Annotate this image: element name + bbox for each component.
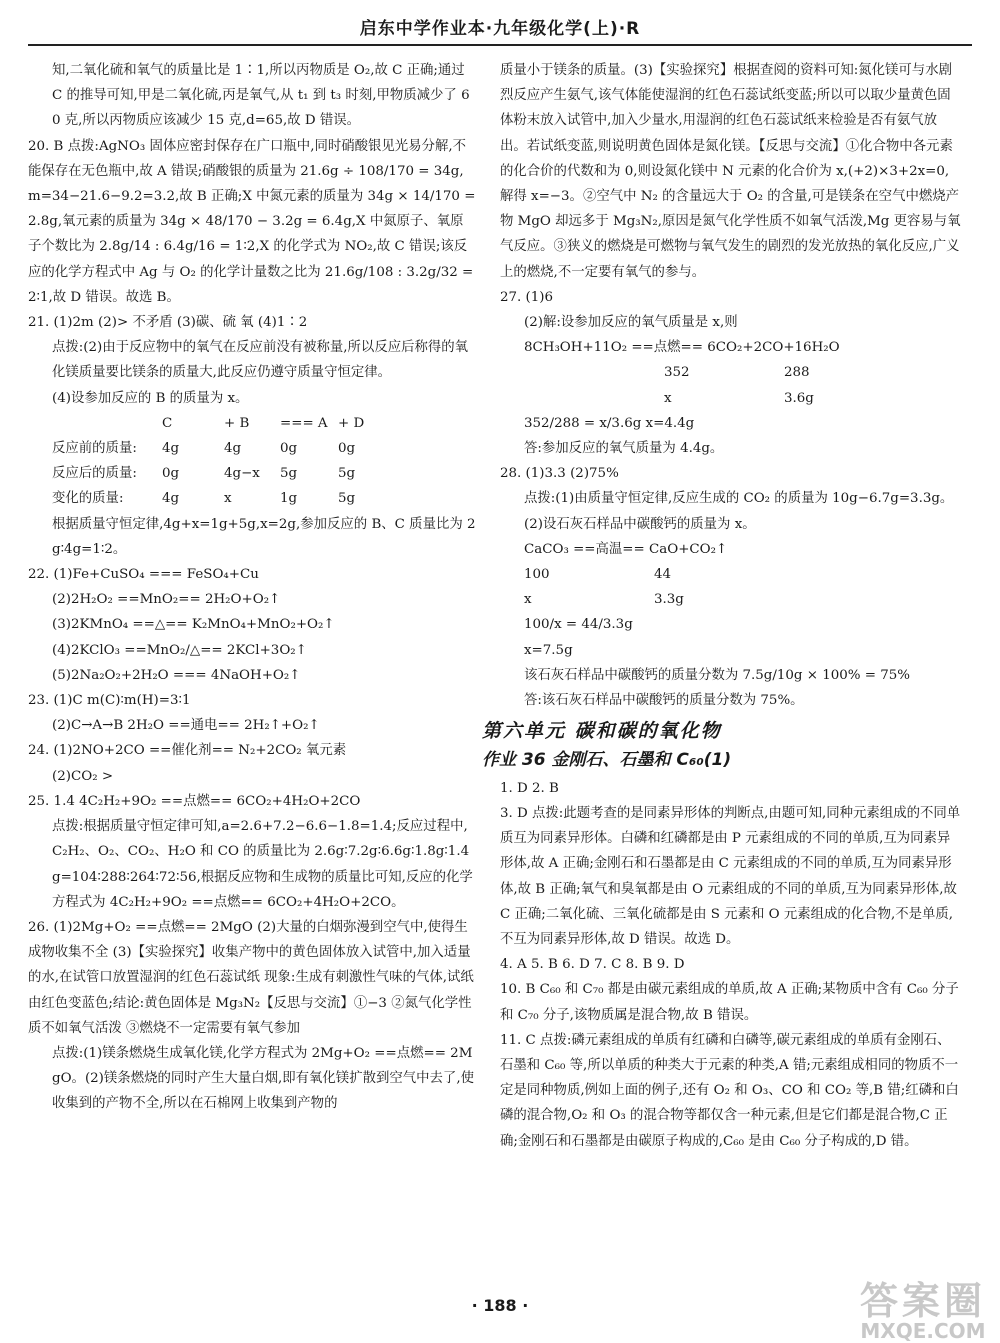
answer-26-continuation: 质量小于镁条的质量。(3)【实验探究】根据查阅的资料可知:氮化镁可与水剧烈反应产生氨气,该气体能使湿润的红色石蕊试纸变蓝;所以可以取少量黄色固体粉末放入试管中,加入少量水,用湿润的红色石蕊试纸来检验是否有氨气放出。若试纸变蓝,则说明黄色固体是氮化镁。【反思与交流】①化合物中各元素的化合价的代数和为 0,则设氮化镁中 N 元素的化合价为 x,(+2)×3+2x=0,解得 x=−3。②空气中 N₂ 的含量远大于 O₂ 的含量,可是镁条在空气中燃烧产物 MgO 却远多于 Mg₃N₂,原因是氮气化学性质不如氧气活泼,Mg 更容易与氧气反应。③狭义的燃烧是可燃物与氧气发生的剧烈的发光放热的氧化反应,广义上的燃烧,不一定要有氧气的参与。 bbox=[500, 63, 961, 280]
eq-cell: x bbox=[524, 592, 532, 608]
answer-28-setup: (2)设石灰石样品中碳酸钙的质量为 x。 bbox=[524, 516, 756, 532]
answer-23-1: 23. (1)C m(C)∶m(H)=3∶1 bbox=[28, 693, 191, 709]
mass-table bbox=[52, 411, 476, 512]
answer-27-values bbox=[524, 360, 962, 410]
answer-28-fraction: 该石灰石样品中碳酸钙的质量分数为 7.5g/10g × 100% = 75% bbox=[524, 667, 911, 683]
unit-title: 第六单元 碳和碳的氧化物 bbox=[482, 720, 722, 743]
answer-10: 10. B C₆₀ 和 C₇₀ 都是由碳元素组成的单质,故 A 正确;某物质中含有 C₆₀ 分子和 C₇₀ 分子,该物质属是混合物,故 B 错误。 bbox=[500, 982, 959, 1023]
eq-cell: 288 bbox=[784, 365, 810, 381]
table-cell: 4g bbox=[224, 441, 242, 457]
table-cell: 5g bbox=[338, 491, 356, 507]
eq-cell: 44 bbox=[654, 567, 672, 583]
answer-28-equation: CaCO₃ ==高温== CaO+CO₂↑ bbox=[524, 541, 728, 557]
answer-28-x: x=7.5g bbox=[524, 642, 573, 658]
page-number: · 188 · bbox=[471, 1296, 529, 1315]
table-cell: 4g bbox=[162, 441, 180, 457]
table-cell: 变化的质量: bbox=[52, 491, 124, 507]
table-head-cell bbox=[52, 411, 162, 436]
header-rule bbox=[28, 44, 972, 46]
page-header-title: 启东中学作业本·九年级化学(上)·R bbox=[359, 19, 641, 39]
table-cell: 0g bbox=[338, 441, 356, 457]
watermark-url: MXQE.COM bbox=[860, 1319, 986, 1343]
answer-25-hint: 点拨:根据质量守恒定律可知,a=2.6+7.2−6.6−1.8=1.4;反应过程中,C₂H₂、O₂、CO₂、H₂O 和 CO 的质量比为 2.6g∶7.2g∶6.6g∶1.8g∶1.4g=104∶288∶264∶72∶56,根据反应物和生成物的质量比可知,反应的化学方程式为 4C₂H₂+9O₂ ==点燃== 6CO₂+4H₂O+2CO。 bbox=[52, 819, 473, 910]
eq-cell: 100 bbox=[524, 567, 550, 583]
answer-11: 11. C 点拨:磷元素组成的单质有红磷和白磷等,碳元素组成的单质有金刚石、石墨和 C₆₀ 等,所以单质的种类大于元素的种类,A 错;元素组成相同的物质不一定是同种物质,例如上面的例子,还有 O₂ 和 O₃、CO 和 CO₂ 等,B 错;红磷和白磷的混合物,O₂ 和 O₃ 的混合物等都仅含一种元素,但是它们都是混合物,C 正确;金刚石和石墨都是由碳原子构成的,C₆₀ 是由 C₆₀ 分子构成的,D 错。 bbox=[500, 1032, 959, 1149]
left-column bbox=[28, 58, 476, 1117]
answer-26-hint: 点拨:(1)镁条燃烧生成氧化镁,化学方程式为 2Mg+O₂ ==点燃== 2MgO。(2)镁条燃烧的同时产生大量白烟,即有氧化镁扩散到空气中去了,使收集到的产物不全,所以在石棉网上收集到产物的 bbox=[52, 1045, 474, 1112]
table-head-cell: + B bbox=[224, 415, 250, 431]
table-cell: 5g bbox=[338, 466, 356, 482]
answer-22-5: (5)2Na₂O₂+2H₂O === 4NaOH+O₂↑ bbox=[52, 667, 301, 683]
answer-21-hint: 点拨:(2)由于反应物中的氧气在反应前没有被称量,所以反应后称得的氧化镁质量要比镁条的质量大,此反应仍遵守质量守恒定律。 bbox=[52, 340, 469, 381]
answer-21-setup: (4)设参加反应的 B 的质量为 x。 bbox=[52, 390, 249, 406]
answer-20: 20. B 点拨:AgNO₃ 固体应密封保存在广口瓶中,同时硝酸银见光易分解,不能保存在无色瓶中,故 A 错误;硝酸银的质量为 21.6g ÷ 108/170 = 34g,m=34−21.6−9.2=3.2,故 B 正确;X 中氮元素的质量为 34g × 14/170 = 2.8g,氧元素的质量为 34g × 48/170 − 3.2g = 6.4g,X 中氮原子、氧原子个数比为 2.8g/14 : 6.4g/16 = 1∶2,X 的化学式为 NO₂,故 C 错误;该反应的化学方程式中 Ag 与 O₂ 的化学计量数之比为 21.6g/108 : 3.2g/32 = 2∶1,故 D 错误。故选 B。 bbox=[28, 138, 476, 305]
answers-1-2: 1. D 2. B bbox=[500, 780, 559, 796]
eq-cell: 3.6g bbox=[784, 390, 814, 406]
answer-3: 3. D 点拨:此题考查的是同素异形体的判断点,由题可知,同种元素组成的不同单质互为同素异形体。白磷和红磷都是由 P 元素组成的不同的单质,互为同素异形体,故 A 正确;金刚石和石墨都是由 C 元素组成的不同的单质,互为同素异形体,故 B 正确;氧气和臭氧都是由 O 元素组成的不同的单质,互为同素异形体,故 C 正确;二氧化硫、三氧化硫都是由 S 元素和 O 元素组成的化合物,不是单质,不互为同素异形体,故 D 错误。故选 D。 bbox=[500, 805, 961, 947]
answer-28: 28. (1)3.3 (2)75% bbox=[500, 466, 619, 482]
answer-21: 21. (1)2m (2)> 不矛盾 (3)碳、硫 氧 (4)1∶2 bbox=[28, 315, 308, 331]
answer-27-proportion: 352/288 = x/3.6g x=4.4g bbox=[524, 415, 695, 431]
table-cell: 0g bbox=[162, 466, 180, 482]
eq-cell bbox=[524, 386, 664, 411]
answer-27-equation: 8CH₃OH+11O₂ ==点燃== 6CO₂+2CO+16H₂O bbox=[524, 340, 840, 356]
answer-22-4: (4)2KClO₃ ==MnO₂/△== 2KCl+3O₂↑ bbox=[52, 642, 307, 658]
eq-cell: 352 bbox=[664, 365, 690, 381]
table-cell: 反应前的质量: bbox=[52, 441, 137, 457]
table-cell: 0g bbox=[280, 441, 298, 457]
answers-4-9: 4. A 5. B 6. D 7. C 8. B 9. D bbox=[500, 957, 685, 973]
table-head-cell: + D bbox=[338, 415, 365, 431]
answer-28-proportion: 100/x = 44/3.3g bbox=[524, 617, 633, 633]
table-cell: 4g−x bbox=[224, 466, 260, 482]
answer-28-hint: 点拨:(1)由质量守恒定律,反应生成的 CO₂ 的质量为 10g−6.7g=3.3g。 bbox=[524, 491, 954, 507]
table-head-cell: === A bbox=[280, 415, 328, 431]
answer-24-1: 24. (1)2NO+2CO ==催化剂== N₂+2CO₂ 氧元素 bbox=[28, 743, 347, 759]
answer-24-2: (2)CO₂ > bbox=[52, 768, 114, 784]
table-cell: x bbox=[224, 491, 232, 507]
answer-23-2: (2)C→A→B 2H₂O ==通电== 2H₂↑+O₂↑ bbox=[52, 718, 320, 734]
answer-22-1: 22. (1)Fe+CuSO₄ === FeSO₄+Cu bbox=[28, 567, 259, 583]
answer-22-3: (3)2KMnO₄ ==△== K₂MnO₄+MnO₂+O₂↑ bbox=[52, 617, 335, 633]
watermark-logo bbox=[860, 1270, 986, 1343]
right-column bbox=[482, 58, 962, 1154]
answer-26: 26. (1)2Mg+O₂ ==点燃== 2MgO (2)大量的白烟弥漫到空气中,使得生成物收集不全 (3)【实验探究】收集产物中的黄色固体放入试管中,加入适量的水,在试管口放置湿润的红色石蕊试纸 现象:生成有刺激性气味的气体,试纸由红色变蓝色;结论:黄色固体是 Mg₃N₂【反思与交流】①−3 ②氮气化学性质不如氧气活泼 ③燃烧不一定需要有氧气参加 bbox=[28, 919, 474, 1036]
answer-28-values bbox=[524, 562, 962, 612]
table-cell: 1g bbox=[280, 491, 298, 507]
eq-cell: 3.3g bbox=[654, 592, 684, 608]
table-cell: 5g bbox=[280, 466, 298, 482]
answer-28-final: 答:该石灰石样品中碳酸钙的质量分数为 75%。 bbox=[524, 693, 804, 709]
answer-25: 25. 1.4 4C₂H₂+9O₂ ==点燃== 6CO₂+4H₂O+2CO bbox=[28, 793, 361, 809]
answer-27-final: 答:参加反应的氧气质量为 4.4g。 bbox=[524, 441, 724, 457]
table-cell: 反应后的质量: bbox=[52, 466, 137, 482]
homework-title: 作业 36 金刚石、石墨和 C₆₀(1) bbox=[482, 750, 732, 771]
table-head-cell: C bbox=[162, 415, 173, 431]
answer-27-2: (2)解:设参加反应的氧气质量是 x,则 bbox=[524, 315, 738, 331]
eq-cell bbox=[524, 360, 664, 385]
answer-22-2: (2)2H₂O₂ ==MnO₂== 2H₂O+O₂↑ bbox=[52, 592, 281, 608]
answer-27-1: 27. (1)6 bbox=[500, 289, 554, 305]
answer-21-conclusion: 根据质量守恒定律,4g+x=1g+5g,x=2g,参加反应的 B、C 质量比为 2g∶4g=1∶2。 bbox=[52, 516, 476, 557]
eq-cell: x bbox=[664, 390, 672, 406]
q19-continuation: 知,二氧化硫和氧气的质量比是 1∶1,所以丙物质是 O₂,故 C 正确;通过 C 的推导可知,甲是二氧化硫,丙是氧气,从 t₁ 到 t₃ 时刻,甲物质减少了 60 克,所以丙物质应该减少 15 克,d=65,故 D 错误。 bbox=[52, 63, 470, 129]
table-cell: 4g bbox=[162, 491, 180, 507]
watermark-text: 答案圈 bbox=[859, 1279, 986, 1323]
